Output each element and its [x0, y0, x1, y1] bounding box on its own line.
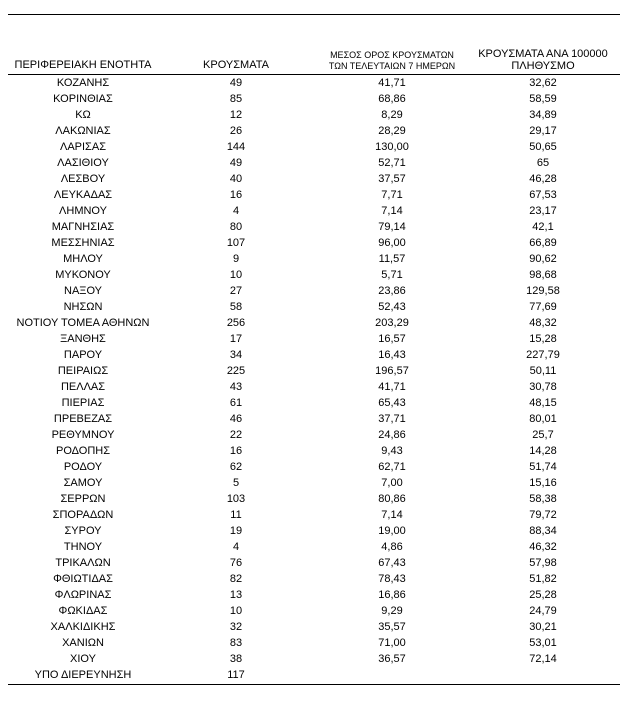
cell-cases-per-100k: 72,14 [529, 653, 557, 665]
cell-7day-average: 37,71 [378, 413, 406, 425]
cell-cases: 38 [229, 653, 243, 665]
cell-cases-per-100k: 46,32 [529, 541, 557, 553]
table-row [8, 459, 620, 475]
cell-region: ΠΕΙΡΑΙΩΣ [57, 365, 109, 377]
cell-7day-average: 9,43 [381, 445, 403, 457]
cell-cases-per-100k: 50,65 [529, 141, 557, 153]
cell-cases-per-100k: 65 [536, 157, 550, 169]
cell-cases-per-100k: 24,79 [529, 605, 557, 617]
table-row [8, 635, 620, 651]
cell-region: ΠΙΕΡΙΑΣ [61, 397, 105, 409]
cell-cases: 103 [226, 493, 246, 505]
cell-cases-per-100k: 50,11 [529, 365, 557, 377]
table-header [8, 40, 620, 75]
cell-cases-per-100k: 48,15 [529, 397, 557, 409]
cell-cases-per-100k: 88,34 [529, 525, 557, 537]
cell-cases: 49 [229, 77, 243, 89]
table-row [8, 203, 620, 219]
cell-region: ΣΥΡΟΥ [64, 525, 102, 537]
cell-7day-average: 52,71 [378, 157, 406, 169]
cell-region: ΠΡΕΒΕΖΑΣ [53, 413, 113, 425]
cell-cases: 85 [229, 93, 243, 105]
cell-cases: 256 [226, 317, 246, 329]
cell-cases-per-100k: 48,32 [529, 317, 557, 329]
cell-region: ΧΑΝΙΩΝ [62, 637, 104, 649]
table-row [8, 395, 620, 411]
cell-cases: 49 [229, 157, 243, 169]
cell-cases: 12 [229, 109, 243, 121]
table-row [8, 475, 620, 491]
cell-cases-per-100k: 79,72 [529, 509, 557, 521]
cell-7day-average: 67,43 [378, 557, 406, 569]
cell-7day-average: 96,00 [378, 237, 406, 249]
cell-cases: 27 [229, 285, 243, 297]
cell-cases: 16 [229, 189, 243, 201]
cell-cases-per-100k: 25,28 [529, 589, 557, 601]
cell-7day-average: 41,71 [378, 77, 406, 89]
cell-region: ΛΕΣΒΟΥ [60, 173, 106, 185]
cell-region: ΝΗΣΩΝ [63, 301, 103, 313]
cell-cases: 19 [229, 525, 243, 537]
cell-region: ΧΙΟΥ [70, 653, 96, 665]
cell-cases-per-100k: 14,28 [529, 445, 557, 457]
cell-region: ΤΡΙΚΑΛΩΝ [55, 557, 111, 569]
table-row [8, 603, 620, 619]
cell-cases: 61 [229, 397, 243, 409]
cell-region: ΝΑΞΟΥ [64, 285, 102, 297]
cell-cases-per-100k: 77,69 [529, 301, 557, 313]
table-row [8, 315, 620, 331]
cell-region: ΜΥΚΟΝΟΥ [55, 269, 111, 281]
table-row [8, 427, 620, 443]
cell-cases: 107 [226, 237, 246, 249]
cell-7day-average: 16,86 [378, 589, 406, 601]
cell-cases-per-100k: 98,68 [529, 269, 557, 281]
cell-cases: 11 [230, 509, 242, 521]
table-row [8, 507, 620, 523]
cell-cases-per-100k: 90,62 [529, 253, 557, 265]
table-row [8, 171, 620, 187]
cell-region: ΞΑΝΘΗΣ [60, 333, 106, 345]
table-row [8, 411, 620, 427]
cell-region: ΣΠΟΡΑΔΩΝ [52, 509, 114, 521]
cell-cases-per-100k: 15,28 [529, 333, 557, 345]
cell-7day-average: 7,14 [381, 509, 403, 521]
cell-cases: 5 [232, 477, 240, 489]
cell-cases-per-100k: 29,17 [529, 125, 557, 137]
cell-cases: 62 [229, 461, 243, 473]
cell-7day-average: 28,29 [378, 125, 406, 137]
cell-region: ΦΘΙΩΤΙΔΑΣ [53, 573, 113, 585]
cell-7day-average: 24,86 [378, 429, 406, 441]
cell-cases: 13 [229, 589, 243, 601]
cell-7day-average: 68,86 [378, 93, 406, 105]
cell-7day-average: 80,86 [378, 493, 406, 505]
cell-region: ΛΑΡΙΣΑΣ [59, 141, 106, 153]
cell-cases-per-100k: 32,62 [529, 77, 557, 89]
cell-cases: 34 [229, 349, 243, 361]
header-region: ΠΕΡΙΦΕΡΕΙΑΚΗ ΕΝΟΤΗΤΑ [14, 59, 152, 71]
cell-cases: 26 [229, 125, 243, 137]
cell-7day-average: 16,57 [378, 333, 406, 345]
table-row [8, 667, 620, 683]
table-row [8, 267, 620, 283]
cell-cases: 4 [232, 205, 240, 217]
cell-region: ΛΑΚΩΝΙΑΣ [55, 125, 111, 137]
cell-cases-per-100k: 15,16 [529, 477, 557, 489]
cell-region: ΦΛΩΡΙΝΑΣ [54, 589, 112, 601]
cell-cases-per-100k: 30,21 [529, 621, 557, 633]
cell-cases-per-100k: 80,01 [529, 413, 557, 425]
cell-7day-average: 11,57 [378, 253, 406, 265]
cell-region: ΝΟΤΙΟΥ ΤΟΜΕΑ ΑΘΗΝΩΝ [16, 317, 150, 329]
cell-cases-per-100k: 51,82 [529, 573, 557, 585]
cell-cases: 10 [229, 605, 243, 617]
cell-cases-per-100k: 129,58 [526, 285, 560, 297]
table-row [8, 331, 620, 347]
cell-cases: 46 [229, 413, 243, 425]
cell-region: ΛΑΣΙΘΙΟΥ [57, 157, 109, 169]
header-cases: ΚΡΟΥΣΜΑΤΑ [203, 59, 269, 71]
cell-cases: 82 [229, 573, 243, 585]
table-row [8, 539, 620, 555]
cell-7day-average: 16,43 [378, 349, 406, 361]
cell-region: ΚΩ [75, 109, 91, 121]
cell-region: ΣΑΜΟΥ [63, 477, 103, 489]
table-row [8, 571, 620, 587]
cell-7day-average: 79,14 [378, 221, 406, 233]
cell-cases: 16 [229, 445, 243, 457]
cell-7day-average: 65,43 [378, 397, 406, 409]
cell-region: ΜΕΣΣΗΝΙΑΣ [51, 237, 115, 249]
table-row [8, 75, 620, 91]
cell-cases-per-100k: 227,79 [526, 349, 560, 361]
cell-region: ΡΟΔΟΥ [63, 461, 103, 473]
table-row [8, 123, 620, 139]
cell-region: ΠΑΡΟΥ [63, 349, 103, 361]
cell-cases: 40 [229, 173, 243, 185]
table-row [8, 91, 620, 107]
table-row [8, 491, 620, 507]
header-cases-per-100k: ΚΡΟΥΣΜΑΤΑ ΑΝΑ 100000 ΠΛΗΘΥΣΜΟ [478, 48, 608, 72]
cell-cases-per-100k: 34,89 [529, 109, 557, 121]
table-row [8, 443, 620, 459]
cell-7day-average: 7,00 [381, 477, 403, 489]
cell-cases: 22 [229, 429, 243, 441]
table-row [8, 651, 620, 667]
cell-7day-average: 35,57 [378, 621, 406, 633]
cell-7day-average: 23,86 [378, 285, 406, 297]
header-7day-average: ΜΕΣΟΣ ΟΡΟΣ ΚΡΟΥΣΜΑΤΩΝ ΤΩΝ ΤΕΛΕΥΤΑΙΩΝ 7 ΗΜΕΡΩΝ [328, 50, 456, 71]
cell-7day-average: 19,00 [378, 525, 406, 537]
cell-cases: 10 [229, 269, 243, 281]
table-row [8, 107, 620, 123]
cell-7day-average: 71,00 [378, 637, 406, 649]
cell-cases: 9 [232, 253, 240, 265]
cell-cases: 83 [229, 637, 243, 649]
table-row [8, 139, 620, 155]
cell-cases-per-100k: 51,74 [529, 461, 557, 473]
cell-region: ΧΑΛΚΙΔΙΚΗΣ [50, 621, 116, 633]
table-row [8, 299, 620, 315]
cell-cases: 80 [229, 221, 243, 233]
table-row [8, 235, 620, 251]
table-row [8, 619, 620, 635]
cell-7day-average: 4,86 [381, 541, 403, 553]
cell-cases: 17 [229, 333, 243, 345]
cell-region: ΠΕΛΛΑΣ [60, 381, 106, 393]
cell-cases-per-100k: 46,28 [529, 173, 557, 185]
table-body [8, 75, 620, 683]
cell-7day-average: 37,57 [378, 173, 406, 185]
table-row [8, 187, 620, 203]
table-row [8, 555, 620, 571]
top-divider [8, 14, 620, 15]
cell-7day-average: 78,43 [378, 573, 406, 585]
cell-7day-average: 41,71 [378, 381, 406, 393]
cell-region: ΛΗΜΝΟΥ [59, 205, 107, 217]
table-row [8, 363, 620, 379]
table-row [8, 347, 620, 363]
cell-cases: 117 [227, 669, 245, 681]
cell-7day-average: 5,71 [381, 269, 403, 281]
cell-region: ΦΩΚΙΔΑΣ [58, 605, 108, 617]
cell-region: ΣΕΡΡΩΝ [60, 493, 106, 505]
table-row [8, 523, 620, 539]
cell-region: ΡΕΘΥΜΝΟΥ [51, 429, 115, 441]
cell-cases-per-100k: 67,53 [529, 189, 557, 201]
cell-cases: 225 [226, 365, 246, 377]
table-row [8, 587, 620, 603]
cell-cases-per-100k: 58,38 [529, 493, 557, 505]
cell-7day-average: 62,71 [378, 461, 406, 473]
cell-region: ΚΟΡΙΝΘΙΑΣ [53, 93, 113, 105]
cell-region: ΚΟΖΑΝΗΣ [56, 77, 110, 89]
cell-cases-per-100k: 58,59 [529, 93, 557, 105]
table-row [8, 219, 620, 235]
cell-7day-average: 52,43 [378, 301, 406, 313]
cell-cases-per-100k: 42,1 [532, 221, 554, 233]
cell-cases: 43 [229, 381, 243, 393]
cell-7day-average: 8,29 [381, 109, 403, 121]
table-row [8, 155, 620, 171]
table-row [8, 379, 620, 395]
cell-cases: 32 [229, 621, 243, 633]
cell-7day-average: 203,29 [375, 317, 409, 329]
cell-7day-average: 7,71 [381, 189, 403, 201]
cell-cases-per-100k: 25,7 [532, 429, 554, 441]
cell-7day-average: 9,29 [381, 605, 403, 617]
cell-cases: 76 [229, 557, 243, 569]
cell-region: ΤΗΝΟΥ [63, 541, 103, 553]
cell-cases-per-100k: 23,17 [529, 205, 557, 217]
table-row [8, 251, 620, 267]
cell-cases: 4 [232, 541, 240, 553]
cell-7day-average: 7,14 [381, 205, 403, 217]
cell-cases-per-100k: 30,78 [529, 381, 557, 393]
cell-cases-per-100k: 53,01 [529, 637, 557, 649]
cell-region: ΥΠΟ ΔΙΕΡΕΥΝΗΣΗ [34, 669, 132, 681]
cell-cases-per-100k: 57,98 [529, 557, 557, 569]
cell-7day-average: 196,57 [375, 365, 409, 377]
bottom-divider [8, 684, 620, 685]
cell-cases-per-100k: 66,89 [529, 237, 557, 249]
cell-region: ΜΗΛΟΥ [63, 253, 103, 265]
cell-region: ΜΑΓΝΗΣΙΑΣ [51, 221, 115, 233]
table-row [8, 283, 620, 299]
cell-7day-average: 36,57 [378, 653, 406, 665]
cell-cases: 144 [226, 141, 246, 153]
cell-7day-average: 130,00 [375, 141, 409, 153]
cell-region: ΛΕΥΚΑΔΑΣ [53, 189, 113, 201]
cell-region: ΡΟΔΟΠΗΣ [55, 445, 111, 457]
cell-cases: 58 [229, 301, 243, 313]
